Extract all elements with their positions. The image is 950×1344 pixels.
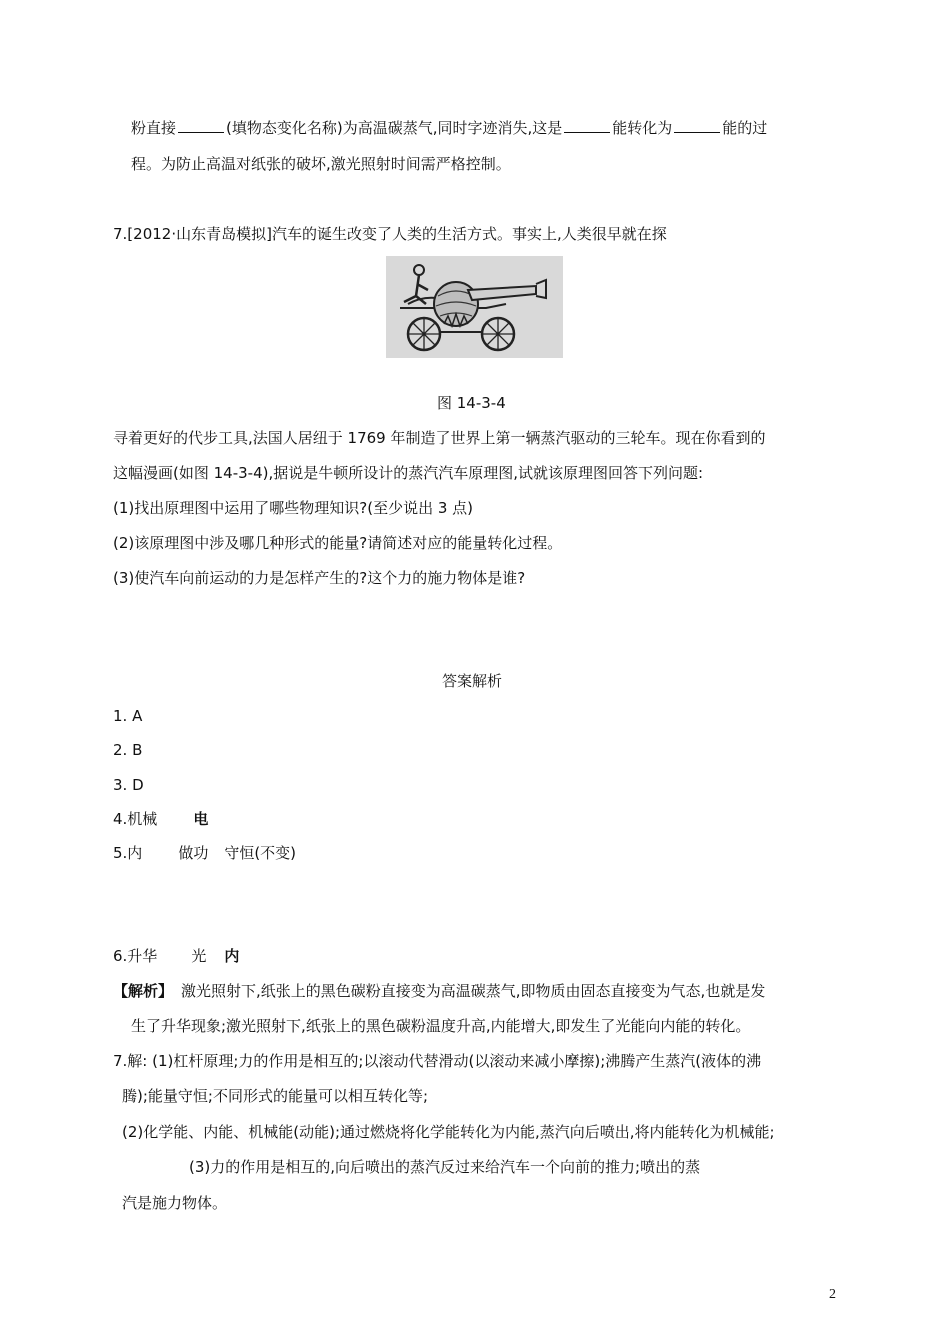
q7-line-2: 寻着更好的代步工具,法国人居纽于 1769 年制造了世界上第一辆蒸汽驱动的三轮车。现在你看到的 [113, 429, 766, 447]
answer-6 [113, 946, 239, 966]
answer-1: 1. A [113, 707, 143, 725]
answer-5-part-2: 做功 [178, 844, 209, 862]
blank-1 [178, 118, 224, 133]
blank-2 [564, 118, 610, 133]
answer-7-line-4: (3)力的作用是相互的,向后喷出的蒸汽反过来给汽车一个向前的推力;喷出的蒸 [189, 1158, 701, 1176]
analysis-line-1 [113, 981, 765, 1001]
page-number: 2 [829, 1287, 836, 1302]
analysis-text-1: 激光照射下,纸张上的黑色碳粉直接变为高温碳蒸气,即物质由固态直接变为气态,也就是发 [181, 982, 766, 1000]
answer-4-part-1: 4.机械 [113, 810, 158, 828]
answer-5 [113, 843, 296, 863]
q7-sub-3: (3)使汽车向前运动的力是怎样产生的?这个力的施力物体是谁? [113, 569, 526, 587]
answer-2: 2. B [113, 741, 143, 759]
answer-6-part-3: 内 [224, 947, 240, 965]
answer-4-part-2: 电 [193, 810, 209, 828]
answer-5-part-1: 5.内 [113, 844, 143, 862]
answer-5-part-3: 守恒(不变) [224, 844, 297, 862]
analysis-label: 【解析】 [113, 982, 174, 1000]
answer-6-part-1: 6.升华 [113, 947, 158, 965]
q7-line-3: 这幅漫画(如图 14-3-4),据说是牛顿所设计的蒸汽汽车原理图,试就该原理图回答下列问题: [113, 464, 704, 482]
answer-4 [113, 809, 208, 829]
intro-line-2: 程。为防止高温对纸张的破坏,激光照射时间需严格控制。 [131, 155, 511, 173]
answer-7-line-1: 7.解: (1)杠杆原理;力的作用是相互的;以滚动代替滑动(以滚动来减小摩擦);沸腾产生蒸汽(液体的沸 [113, 1052, 762, 1070]
intro-line-1 [131, 118, 767, 138]
blank-3 [674, 118, 720, 133]
intro-text-c: 能转化为 [612, 119, 673, 137]
intro-text-d: 能的过 [722, 119, 768, 137]
figure-caption: 图 14-3-4 [437, 394, 506, 412]
intro-text-a: 粉直接 [131, 119, 177, 137]
answers-title: 答案解析 [442, 672, 503, 690]
answer-6-part-2: 光 [191, 947, 207, 965]
q7-sub-1: (1)找出原理图中运用了哪些物理知识?(至少说出 3 点) [113, 499, 473, 517]
analysis-line-2: 生了升华现象;激光照射下,纸张上的黑色碳粉温度升高,内能增大,即发生了光能向内能的转化。 [131, 1017, 751, 1035]
q7-stem: 7.[2012·山东青岛模拟]汽车的诞生改变了人类的生活方式。事实上,人类很早就在探 [113, 225, 667, 243]
answer-7-line-2: 腾);能量守恒;不同形式的能量可以相互转化等; [122, 1087, 429, 1105]
intro-text-b: (填物态变化名称)为高温碳蒸气,同时字迹消失,这是 [226, 119, 563, 137]
answer-7-line-3: (2)化学能、内能、机械能(动能);通过燃烧将化学能转化为内能,蒸汽向后喷出,将内能转化为机械能; [122, 1123, 775, 1141]
answer-3: 3. D [113, 776, 144, 794]
steam-car-illustration [386, 256, 563, 358]
steam-car-figure [386, 256, 563, 358]
answer-7-line-5: 汽是施力物体。 [122, 1194, 228, 1212]
q7-sub-2: (2)该原理图中涉及哪几种形式的能量?请简述对应的能量转化过程。 [113, 534, 563, 552]
